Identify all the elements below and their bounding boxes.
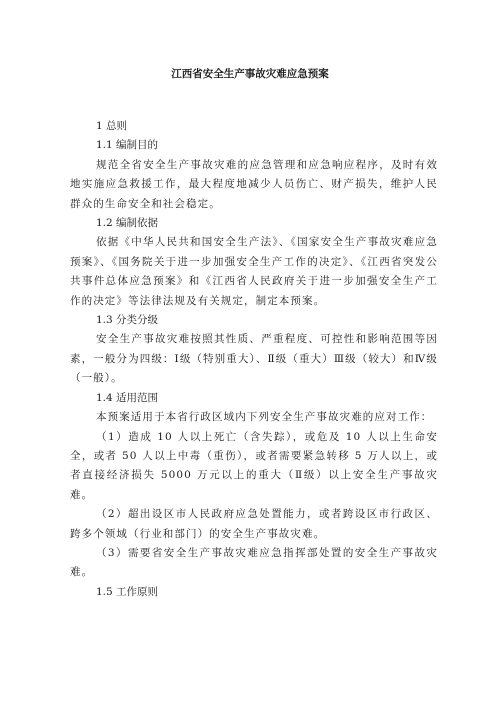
paragraph-scope-item-1: （1）造成 10 人以上死亡（含失踪），或危及 10 人以上生命安全，或者 50 人以上中毒（重伤），或者需要紧急转移 5 万人以上，或者直接经济损失 5000 万元以上的重大（Ⅱ级）以上安全生产事故灾难。 — [70, 430, 438, 501]
paragraph-purpose: 规范全省安全生产事故灾难的应急管理和应急响应程序，及时有效地实施应急救援工作，最大程度地减少人员伤亡、财产损失，维护人民群众的生命安全和社会稳定。 — [70, 158, 438, 210]
section-heading-principles: 1.5 工作原则 — [96, 585, 159, 598]
paragraph-scope-item-3: （3）需要省安全生产事故灾难应急指挥部处置的安全生产事故灾难。 — [70, 546, 438, 579]
document-title: 江西省安全生产事故灾难应急预案 — [171, 68, 329, 80]
paragraph-classification: 安全生产事故灾难按照其性质、严重程度、可控性和影响范围等因素，一般分为四级：Ⅰ级（特别重大）、Ⅱ级（重大）Ⅲ级（较大）和Ⅳ级（一般）。 — [70, 333, 438, 385]
document-body — [70, 117, 438, 602]
paragraph-scope-intro: 本预案适用于本省行政区域内下列安全生产事故灾难的应对工作： — [96, 411, 433, 424]
section-heading-classification: 1.3 分类分级 — [96, 314, 159, 327]
paragraph-basis: 依据《中华人民共和国安全生产法》、《国家安全生产事故灾难应急预案》、《国务院关于进一步加强安全生产工作的决定》、《江西省突发公共事件总体应急预案》和《江西省人民政府关于进一步加强安全生产工作的决定》等法律法规及有关规定，制定本预案。 — [70, 236, 438, 307]
section-heading-scope: 1.4 适用范围 — [96, 391, 159, 404]
paragraph-scope-item-2: （2）超出设区市人民政府应急处置能力，或者跨设区市行政区、跨多个领域（行业和部门）的安全生产事故灾难。 — [70, 508, 438, 540]
section-heading-basis: 1.2 编制依据 — [96, 217, 159, 230]
section-heading-purpose: 1.1 编制目的 — [96, 139, 159, 152]
section-heading-general: 1 总则 — [96, 120, 128, 132]
